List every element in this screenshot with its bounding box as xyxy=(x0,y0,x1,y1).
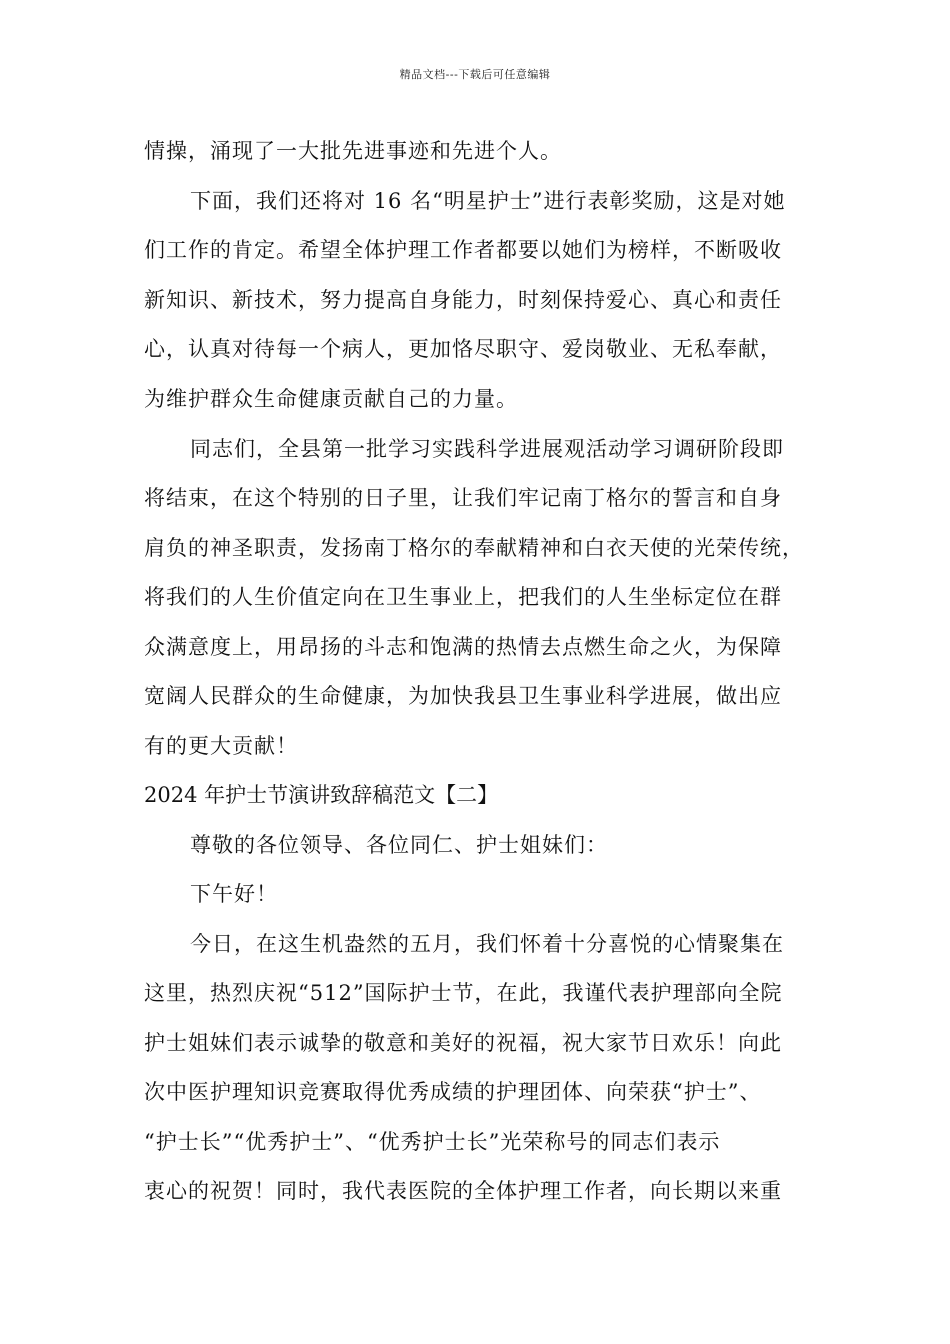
paragraph-line: 众满意度上，用昂扬的斗志和饱满的热情去点燃生命之火，为保障 xyxy=(144,635,782,659)
paragraph-line: 衷心的祝贺！同时，我代表医院的全体护理工作者，向长期以来重 xyxy=(144,1179,782,1203)
section-heading: 2024 年护士节演讲致辞稿范文【二】 xyxy=(144,783,499,807)
greeting-line: 下午好！ xyxy=(190,882,278,906)
paragraph-line: 次中医护理知识竞赛取得优秀成绩的护理团体、向荣获“护士”、 xyxy=(144,1080,762,1104)
paragraph-line: 心，认真对待每一个病人，更加恪尽职守、爱岗敬业、无私奉献， xyxy=(144,337,782,361)
paragraph-line: 新知识、新技术，努力提高自身能力，时刻保持爱心、真心和责任 xyxy=(144,288,782,312)
paragraph-line: 宽阔人民群众的生命健康，为加快我县卫生事业科学进展，做出应 xyxy=(144,684,782,708)
paragraph-line: 这里，热烈庆祝“512”国际护士节，在此，我谨代表护理部向全院 xyxy=(144,981,783,1005)
paragraph-line: 为维护群众生命健康贡献自己的力量。 xyxy=(144,387,518,411)
salutation-line: 尊敬的各位领导、各位同仁、护士姐妹们： xyxy=(190,833,608,857)
paragraph-line: 下面，我们还将对 16 名“明星护士”进行表彰奖励，这是对她 xyxy=(190,189,786,213)
paragraph-line: 护士姐妹们表示诚挚的敬意和美好的祝福，祝大家节日欢乐！向此 xyxy=(144,1031,782,1055)
paragraph-line: 同志们，全县第一批学习实践科学进展观活动学习调研阶段即 xyxy=(190,437,784,461)
paragraph-line: 们工作的肯定。希望全体护理工作者都要以她们为榜样，不断吸收 xyxy=(144,238,782,262)
page-header: 精品文档---下载后可任意编辑 xyxy=(399,68,551,81)
paragraph-line: “护士长”“优秀护士”、“优秀护士长”光荣称号的同志们表示 xyxy=(144,1130,721,1154)
paragraph-line: 有的更大贡献！ xyxy=(144,734,298,758)
paragraph-line: 情操，涌现了一大批先进事迹和先进个人。 xyxy=(144,139,562,163)
paragraph-line: 肩负的神圣职责，发扬南丁格尔的奉献精神和白衣天使的光荣传统， xyxy=(144,536,804,560)
paragraph-line: 将结束，在这个特别的日子里，让我们牢记南丁格尔的誓言和自身 xyxy=(144,486,782,510)
paragraph-line: 今日，在这生机盎然的五月，我们怀着十分喜悦的心情聚集在 xyxy=(190,932,784,956)
paragraph-line: 将我们的人生价值定向在卫生事业上，把我们的人生坐标定位在群 xyxy=(144,585,782,609)
